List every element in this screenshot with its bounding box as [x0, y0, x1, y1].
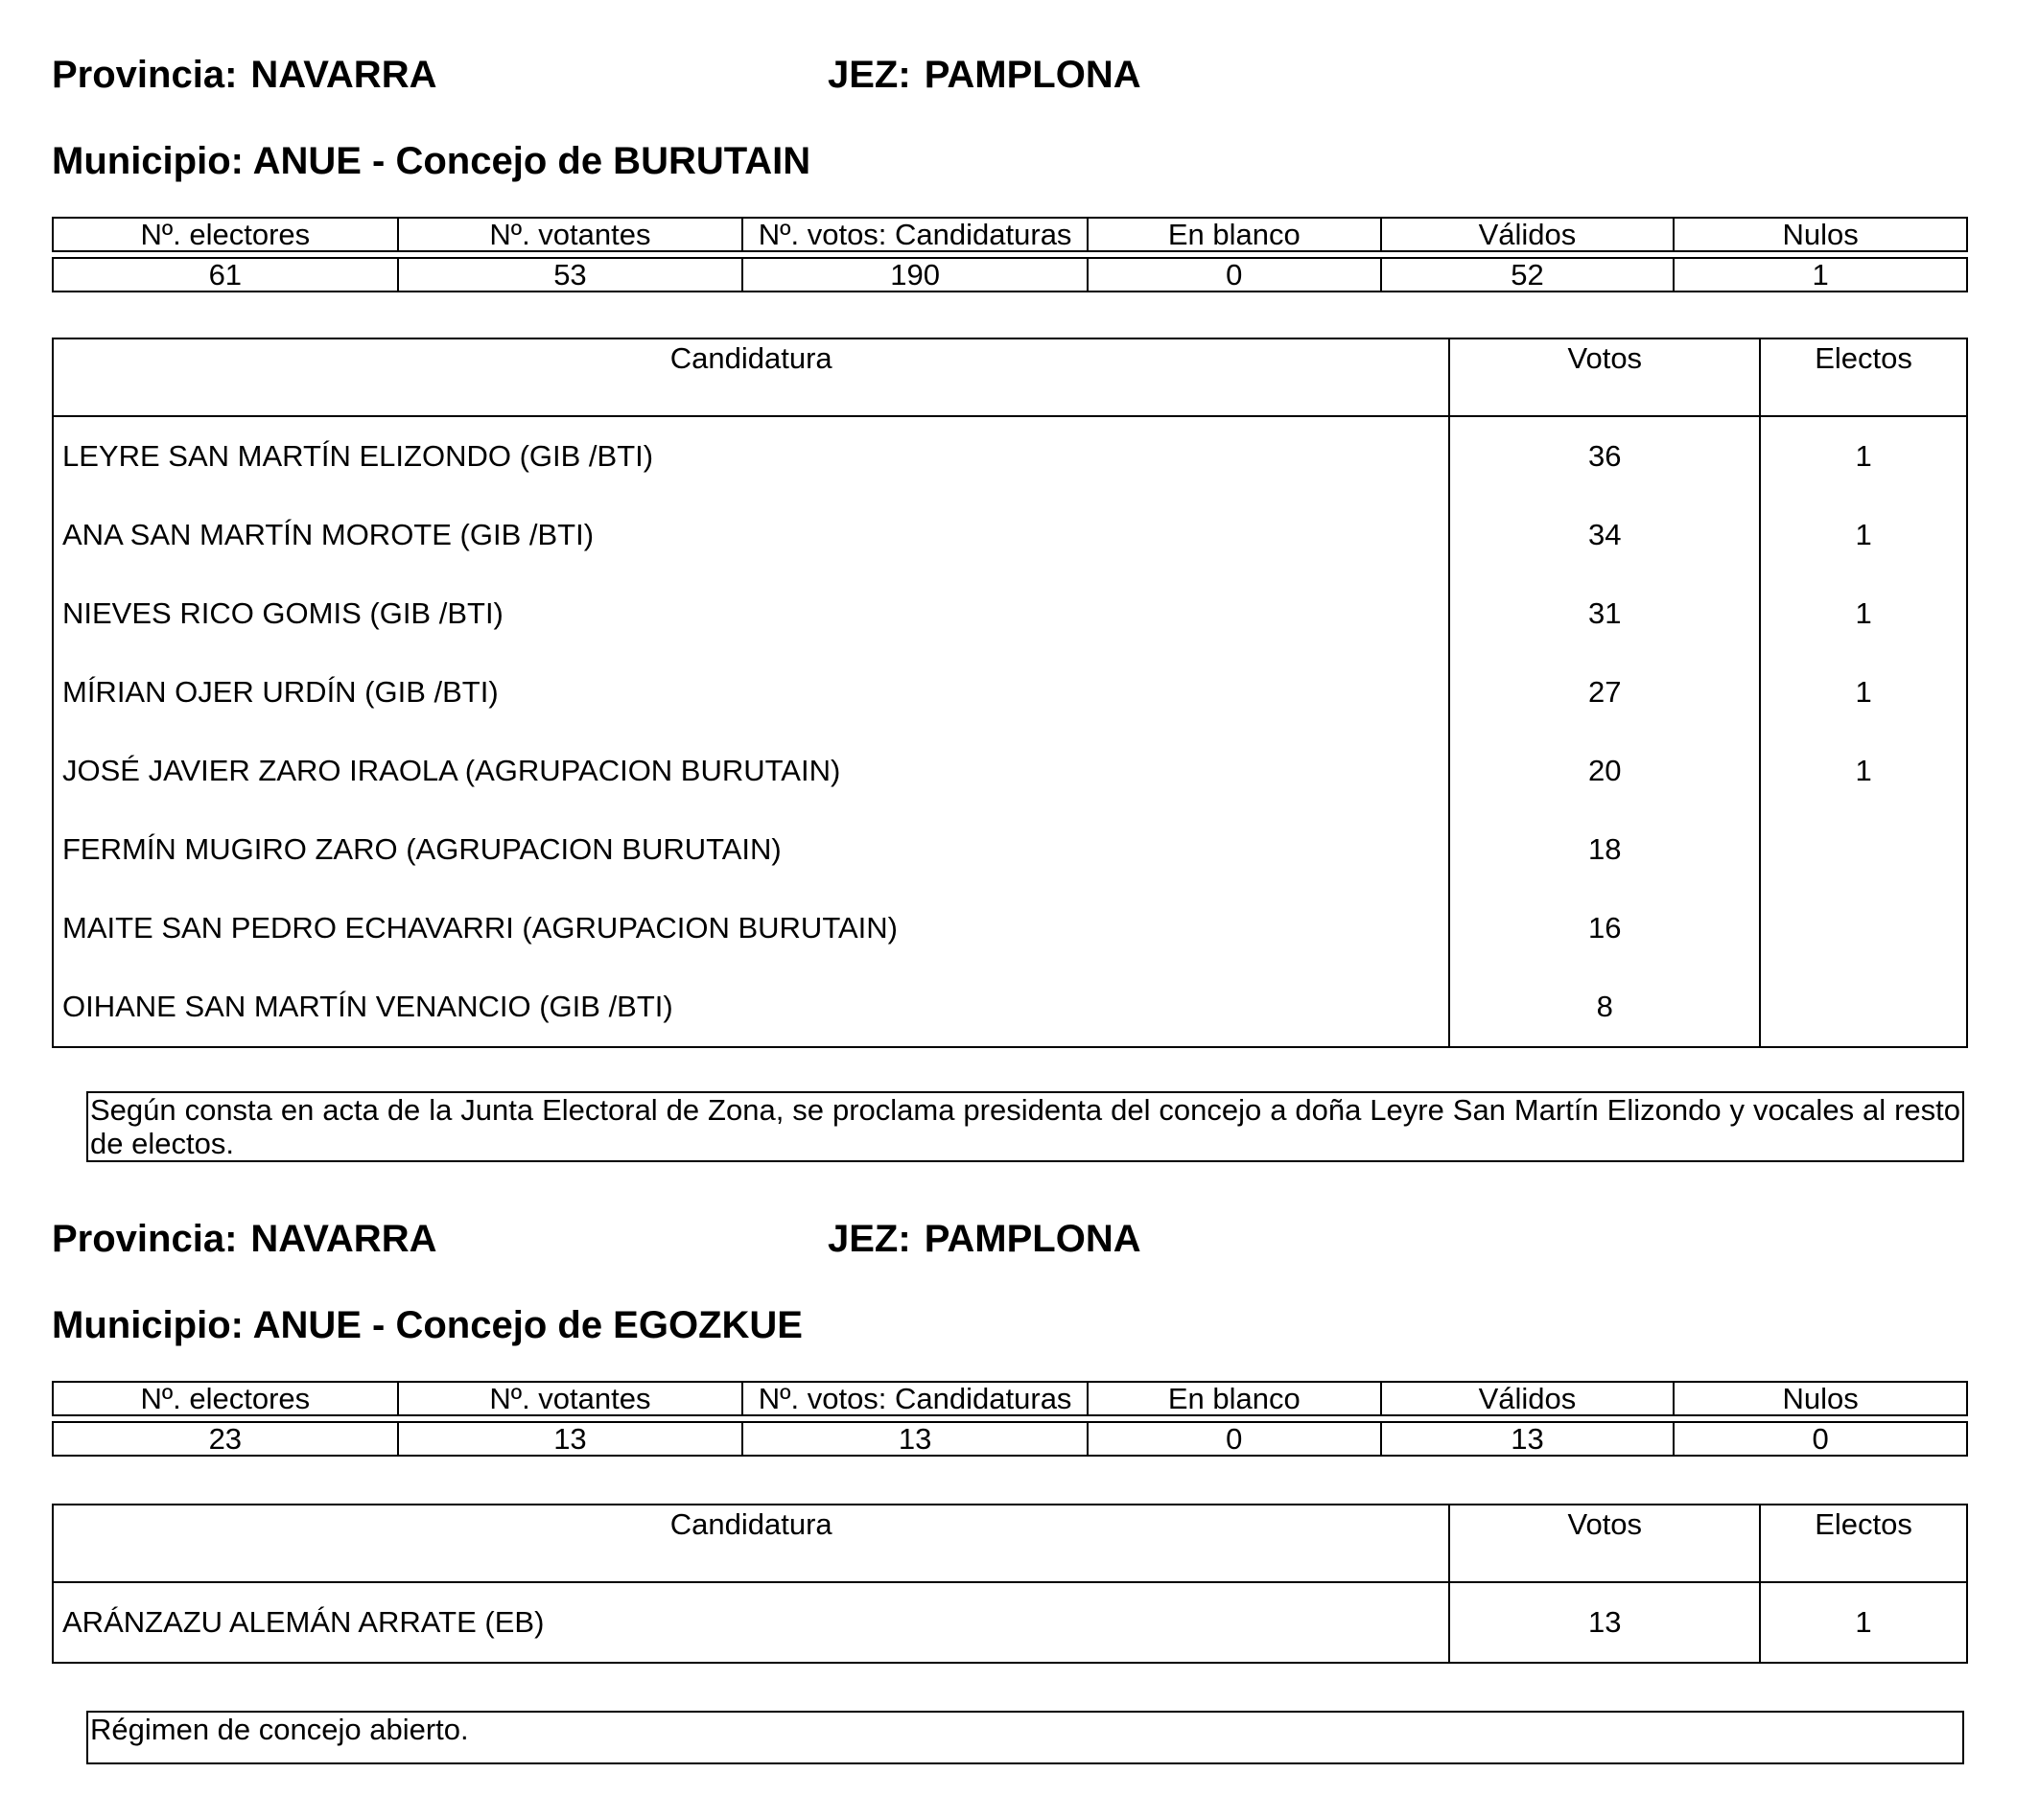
- candidates-header-row: [53, 1505, 1967, 1582]
- provincia-header: [52, 56, 436, 94]
- candidate-name: LEYRE SAN MARTÍN ELIZONDO (GIB /BTI): [53, 416, 1449, 496]
- stats-value-electores: 23: [53, 1422, 398, 1456]
- candidates-header-row: [53, 338, 1967, 416]
- stats-value-en-blanco: 0: [1088, 1422, 1381, 1456]
- stats-value-validos: 13: [1381, 1422, 1675, 1456]
- candidate-votes: 27: [1449, 653, 1760, 732]
- stats-value-votos-candidaturas: 190: [742, 258, 1088, 292]
- stats-table: [52, 1381, 1968, 1457]
- stats-header-validos: Válidos: [1381, 1382, 1675, 1415]
- candidate-row: [53, 653, 1967, 732]
- candidate-row: [53, 574, 1967, 653]
- candidate-name: ARÁNZAZU ALEMÁN ARRATE (EB): [53, 1582, 1449, 1663]
- proclamation-note: Según consta en acta de la Junta Electoral de Zona, se proclama presidenta del concejo a doña Leyre San Martín Elizondo y vocales al resto de electos.: [86, 1091, 1964, 1162]
- stats-header-electores: Nº. electores: [53, 1382, 398, 1415]
- candidate-elected: 1: [1760, 1582, 1967, 1663]
- candidate-row: [53, 810, 1967, 889]
- stats-table: [52, 217, 1968, 292]
- candidate-votes: 8: [1449, 968, 1760, 1047]
- stats-header-validos: Válidos: [1381, 218, 1675, 251]
- candidate-name: MAITE SAN PEDRO ECHAVARRI (AGRUPACION BURUTAIN): [53, 889, 1449, 968]
- stats-header-en-blanco: En blanco: [1088, 1382, 1381, 1415]
- jez-label: JEZ:: [828, 1218, 911, 1260]
- candidate-elected: 1: [1760, 496, 1967, 574]
- candidate-row: [53, 732, 1967, 810]
- candidate-row: [53, 416, 1967, 496]
- jez-value: PAMPLONA: [924, 54, 1141, 96]
- candidate-elected: 1: [1760, 574, 1967, 653]
- candidate-row: [53, 496, 1967, 574]
- stats-header-nulos: Nulos: [1674, 218, 1967, 251]
- stats-value-nulos: 0: [1674, 1422, 1967, 1456]
- candidate-row: [53, 968, 1967, 1047]
- candidate-name: JOSÉ JAVIER ZARO IRAOLA (AGRUPACION BURUTAIN): [53, 732, 1449, 810]
- candidate-elected: 1: [1760, 653, 1967, 732]
- candidate-row: [53, 889, 1967, 968]
- provincia-header: [52, 1220, 436, 1258]
- candidates-header-electos: Electos: [1760, 1505, 1967, 1582]
- stats-header-en-blanco: En blanco: [1088, 218, 1381, 251]
- jez-header: [828, 1220, 1141, 1258]
- stats-value-votantes: 53: [398, 258, 743, 292]
- provincia-value: NAVARRA: [250, 54, 437, 96]
- candidates-header-votos: Votos: [1449, 338, 1760, 416]
- candidate-name: OIHANE SAN MARTÍN VENANCIO (GIB /BTI): [53, 968, 1449, 1047]
- candidate-votes: 13: [1449, 1582, 1760, 1663]
- candidate-name: NIEVES RICO GOMIS (GIB /BTI): [53, 574, 1449, 653]
- municipio-title: Municipio: ANUE - Concejo de BURUTAIN: [52, 140, 811, 182]
- candidate-row: [53, 1582, 1967, 1663]
- regime-note: Régimen de concejo abierto.: [86, 1711, 1964, 1764]
- stats-value-votos-candidaturas: 13: [742, 1422, 1088, 1456]
- provincia-label: Provincia:: [52, 54, 238, 96]
- candidate-elected: 1: [1760, 416, 1967, 496]
- stats-header-electores: Nº. electores: [53, 218, 398, 251]
- candidate-votes: 16: [1449, 889, 1760, 968]
- stats-value-row: [53, 258, 1967, 292]
- candidate-name: MÍRIAN OJER URDÍN (GIB /BTI): [53, 653, 1449, 732]
- candidate-name: ANA SAN MARTÍN MOROTE (GIB /BTI): [53, 496, 1449, 574]
- candidate-elected: [1760, 810, 1967, 889]
- municipio-title: Municipio: ANUE - Concejo de EGOZKUE: [52, 1304, 803, 1346]
- stats-header-row: [53, 218, 1967, 251]
- stats-value-row: [53, 1422, 1967, 1456]
- stats-value-en-blanco: 0: [1088, 258, 1381, 292]
- candidates-header-votos: Votos: [1449, 1505, 1760, 1582]
- stats-header-row: [53, 1382, 1967, 1415]
- candidates-header-candidatura: Candidatura: [53, 1505, 1449, 1582]
- stats-header-nulos: Nulos: [1674, 1382, 1967, 1415]
- provincia-label: Provincia:: [52, 1218, 238, 1260]
- candidate-votes: 34: [1449, 496, 1760, 574]
- jez-header: [828, 56, 1141, 94]
- jez-label: JEZ:: [828, 54, 911, 96]
- stats-header-votantes: Nº. votantes: [398, 1382, 743, 1415]
- stats-value-validos: 52: [1381, 258, 1675, 292]
- candidate-elected: 1: [1760, 732, 1967, 810]
- candidates-header-candidatura: Candidatura: [53, 338, 1449, 416]
- candidate-votes: 31: [1449, 574, 1760, 653]
- candidate-votes: 20: [1449, 732, 1760, 810]
- jez-value: PAMPLONA: [924, 1218, 1141, 1260]
- stats-header-votos-candidaturas: Nº. votos: Candidaturas: [742, 1382, 1088, 1415]
- stats-header-votos-candidaturas: Nº. votos: Candidaturas: [742, 218, 1088, 251]
- candidate-votes: 18: [1449, 810, 1760, 889]
- candidates-table: [52, 338, 1968, 1048]
- candidate-elected: [1760, 889, 1967, 968]
- candidate-name: FERMÍN MUGIRO ZARO (AGRUPACION BURUTAIN): [53, 810, 1449, 889]
- provincia-value: NAVARRA: [250, 1218, 437, 1260]
- candidates-header-electos: Electos: [1760, 338, 1967, 416]
- stats-value-nulos: 1: [1674, 258, 1967, 292]
- stats-value-electores: 61: [53, 258, 398, 292]
- candidates-table: [52, 1504, 1968, 1664]
- candidate-elected: [1760, 968, 1967, 1047]
- stats-header-votantes: Nº. votantes: [398, 218, 743, 251]
- stats-value-votantes: 13: [398, 1422, 743, 1456]
- candidate-votes: 36: [1449, 416, 1760, 496]
